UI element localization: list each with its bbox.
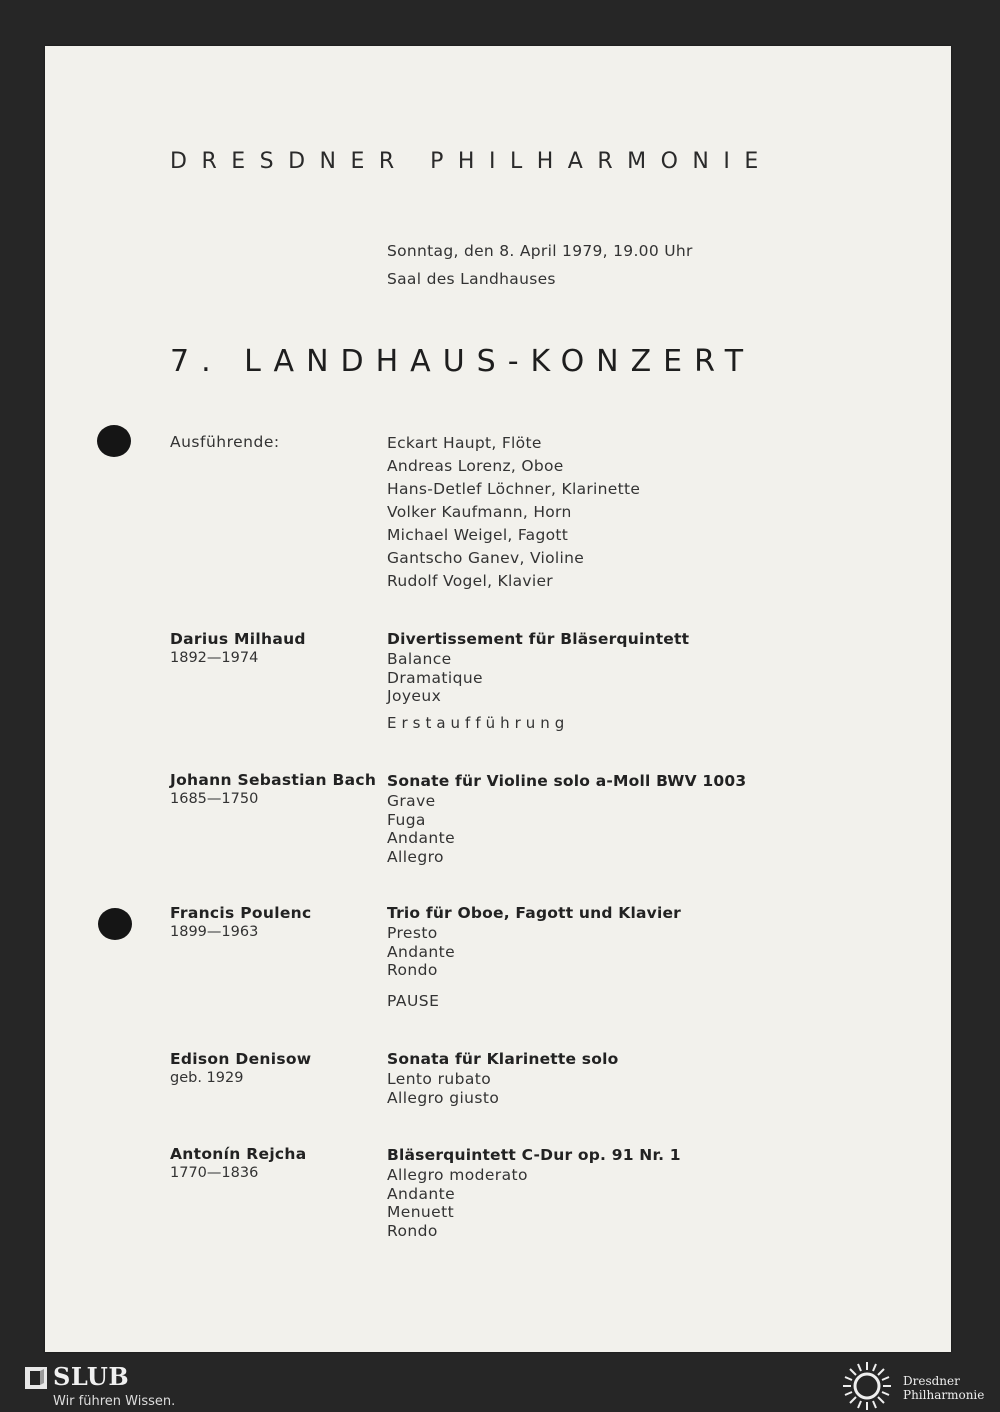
performers-label: Ausführende: (170, 433, 280, 451)
composer-name: Johann Sebastian Bach (170, 771, 377, 789)
movement-list (387, 792, 746, 866)
movement: Andante (387, 942, 456, 961)
work-block (387, 1146, 681, 1240)
composer-block (170, 1145, 307, 1181)
movement: Presto (387, 924, 438, 942)
performers-list (387, 432, 640, 593)
performer: Volker Kaufmann, Horn (387, 503, 572, 521)
composer-name: Darius Milhaud (170, 630, 306, 648)
movement: Joyeux (387, 687, 442, 705)
movement: Balance (387, 650, 452, 668)
performer: Eckart Haupt, Flöte (387, 434, 542, 452)
philharmonie-name (903, 1374, 984, 1402)
work-block (387, 772, 746, 866)
movement: Allegro giusto (387, 1088, 500, 1107)
premiere-note: Erstaufführung (387, 713, 570, 732)
performer: Hans-Detlef Löchner, Klarinette (387, 480, 641, 498)
performer: Andreas Lorenz, Oboe (387, 457, 564, 475)
composer-years: 1899—1963 (170, 924, 259, 940)
movement: Allegro (387, 847, 444, 866)
slub-tagline: Wir führen Wissen. (53, 1394, 176, 1409)
concert-date: Sonntag, den 8. April 1979, 19.00 Uhr (387, 242, 693, 260)
philharmonie-name-line1: Dresdner (903, 1374, 960, 1388)
composer-years: 1685—1750 (170, 791, 259, 807)
composer-block (170, 904, 311, 940)
slub-name: SLUB (53, 1362, 130, 1391)
punch-hole (98, 908, 132, 940)
movement: Fuga (387, 810, 426, 829)
work-title: Sonate für Violine solo a-Moll BWV 1003 (387, 772, 747, 790)
composer-years: 1770—1836 (170, 1165, 259, 1181)
movement: Dramatique (387, 668, 483, 687)
movement: Andante (387, 1184, 456, 1203)
slub-logo-icon (25, 1365, 47, 1391)
movement: Andante (387, 829, 456, 847)
performer: Gantscho Ganev, Violine (387, 549, 585, 567)
punch-hole (97, 425, 131, 457)
work-block (387, 630, 689, 732)
movement: Rondo (387, 961, 438, 979)
movement: Rondo (387, 1221, 438, 1240)
program-sheet (45, 46, 951, 1352)
composer-name: Antonín Rejcha (170, 1145, 307, 1163)
work-title: Bläserquintett C-Dur op. 91 Nr. 1 (387, 1146, 681, 1164)
composer-block (170, 771, 376, 807)
movement-list (387, 1070, 618, 1107)
composer-name: Edison Denisow (170, 1050, 312, 1068)
concert-venue: Saal des Landhauses (387, 270, 556, 288)
composer-years: geb. 1929 (170, 1070, 244, 1086)
performer: Michael Weigel, Fagott (387, 526, 569, 544)
movement-list (387, 650, 689, 706)
composer-years: 1892—1974 (170, 650, 259, 666)
philharmonie-logo-icon (841, 1360, 893, 1412)
movement: Lento rubato (387, 1070, 492, 1088)
philharmonie-name-line2: Philharmonie (903, 1388, 985, 1402)
concert-title: 7. LANDHAUS-KONZERT (170, 344, 756, 379)
movement-list (387, 924, 681, 980)
movement-list (387, 1166, 681, 1240)
work-block (387, 1050, 618, 1107)
work-title: Sonata für Klarinette solo (387, 1050, 619, 1068)
work-block (387, 904, 681, 1010)
composer-block (170, 1050, 311, 1086)
intermission-label: PAUSE (387, 991, 440, 1010)
movement: Grave (387, 792, 436, 810)
organization-heading: DRESDNER PHILHARMONIE (170, 149, 773, 174)
composer-block (170, 630, 306, 666)
performer: Rudolf Vogel, Klavier (387, 572, 553, 590)
movement: Allegro moderato (387, 1166, 528, 1184)
composer-name: Francis Poulenc (170, 904, 312, 922)
work-title: Trio für Oboe, Fagott und Klavier (387, 904, 682, 922)
movement: Menuett (387, 1203, 455, 1221)
work-title: Divertissement für Bläserquintett (387, 630, 690, 648)
